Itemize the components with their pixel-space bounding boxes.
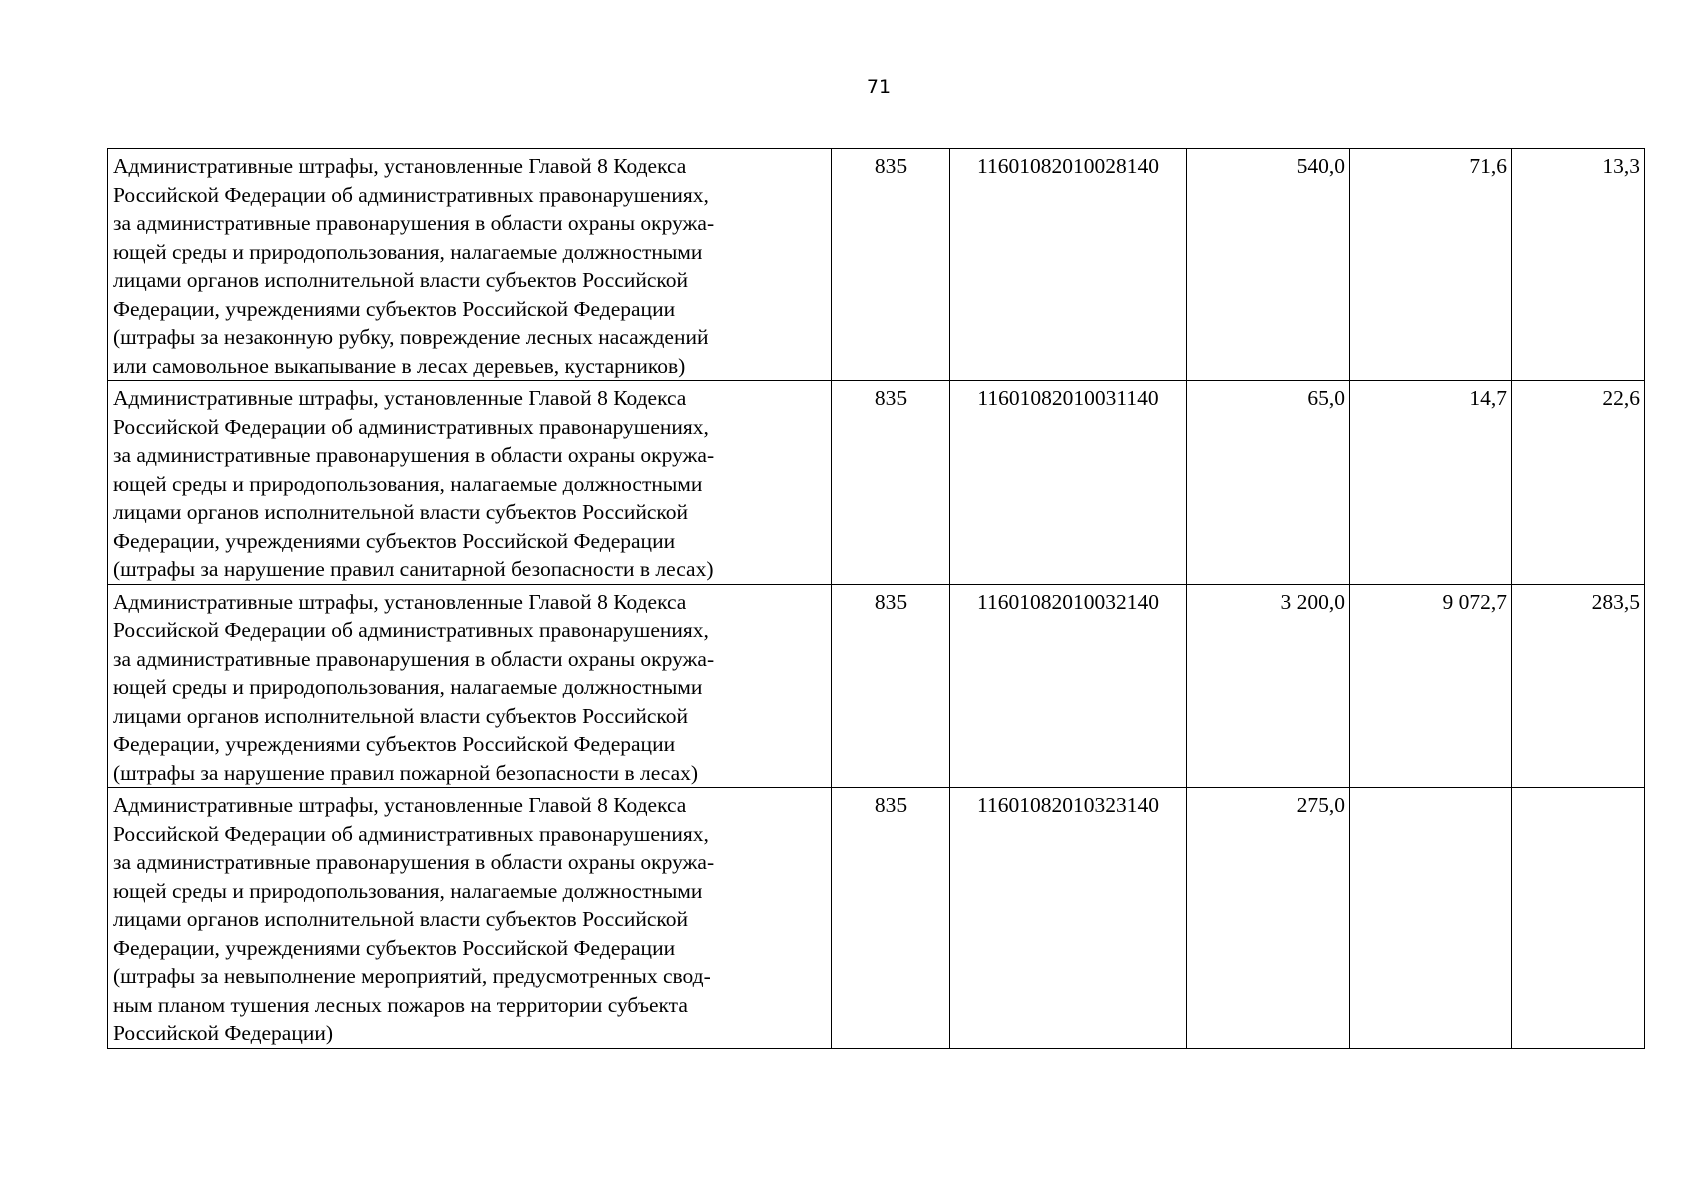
- fine-description-cell: [108, 149, 832, 381]
- description-line: (штрафы за незаконную рубку, повреждение лесных насаждений: [113, 325, 709, 349]
- table-row: [108, 149, 1645, 381]
- kbk-code-cell: 11601082010323140: [950, 788, 1187, 1049]
- description-line: Федерации, учреждениями субъектов Российской Федерации: [113, 732, 676, 756]
- fine-description-cell: [108, 381, 832, 585]
- table-row: [108, 788, 1645, 1049]
- description-line: или самовольное выкапывание в лесах деревьев, кустарников): [113, 353, 686, 378]
- description-line: Российской Федерации об административных правонарушениях,: [113, 821, 709, 846]
- value-1-cell: 3 200,0: [1187, 584, 1350, 788]
- value-3-cell: 22,6: [1512, 381, 1645, 585]
- value-2-cell: 71,6: [1350, 149, 1512, 381]
- value-1-cell: 275,0: [1187, 788, 1350, 1049]
- description-line: ющей среды и природопользования, налагаемые должностными: [113, 675, 703, 699]
- description-line: (штрафы за нарушение правил санитарной безопасности в лесах): [113, 557, 714, 581]
- description-line: ющей среды и природопользования, налагаемые должностными: [113, 471, 703, 496]
- fine-description-cell: [108, 788, 832, 1049]
- admin-code-cell: 835: [832, 149, 950, 381]
- value-3-cell: 283,5: [1512, 584, 1645, 788]
- description-line: Административные штрафы, установленные Главой 8 Кодекса: [113, 386, 687, 410]
- description-line: (штрафы за нарушение правил пожарной безопасности в лесах): [113, 760, 699, 785]
- value-2-cell: 14,7: [1350, 381, 1512, 585]
- description-line: Российской Федерации об административных правонарушениях,: [113, 414, 709, 439]
- description-line: за административные правонарушения в области охраны окружа-: [113, 443, 715, 467]
- table-row: [108, 584, 1645, 788]
- description-line: Административные штрафы, установленные Главой 8 Кодекса: [113, 589, 687, 614]
- value-2-cell: [1350, 788, 1512, 1049]
- value-3-cell: [1512, 788, 1645, 1049]
- description-line: Федерации, учреждениями субъектов Российской Федерации: [113, 528, 676, 553]
- description-line: лицами органов исполнительной власти субъектов Российской: [113, 500, 689, 524]
- description-line: Федерации, учреждениями субъектов Российской Федерации: [113, 296, 676, 321]
- fines-table: [107, 148, 1645, 1049]
- description-line: за административные правонарушения в области охраны окружа-: [113, 646, 715, 671]
- description-line: Российской Федерации об административных правонарушениях,: [113, 182, 709, 207]
- admin-code-cell: 835: [832, 381, 950, 585]
- kbk-code-cell: 11601082010028140: [950, 149, 1187, 381]
- value-2-cell: 9 072,7: [1350, 584, 1512, 788]
- description-line: (штрафы за невыполнение мероприятий, предусмотренных свод-: [113, 964, 711, 988]
- description-line: за административные правонарушения в области охраны окружа-: [113, 850, 715, 874]
- value-1-cell: 65,0: [1187, 381, 1350, 585]
- description-line: Административные штрафы, установленные Главой 8 Кодекса: [113, 793, 687, 817]
- description-line: ным планом тушения лесных пожаров на территории субъекта: [113, 992, 688, 1017]
- page-number: 71: [866, 76, 892, 98]
- description-line: ющей среды и природопользования, налагаемые должностными: [113, 239, 703, 264]
- description-line: Федерации, учреждениями субъектов Российской Федерации: [113, 935, 676, 960]
- description-line: ющей среды и природопользования, налагаемые должностными: [113, 878, 703, 903]
- description-line: лицами органов исполнительной власти субъектов Российской: [113, 907, 689, 931]
- description-line: лицами органов исполнительной власти субъектов Российской: [113, 268, 689, 292]
- admin-code-cell: 835: [832, 584, 950, 788]
- description-line: Российской Федерации): [113, 1021, 334, 1045]
- description-line: Российской Федерации об административных правонарушениях,: [113, 618, 709, 642]
- description-line: лицами органов исполнительной власти субъектов Российской: [113, 703, 689, 728]
- table-row: [108, 381, 1645, 585]
- fine-description-cell: [108, 584, 832, 788]
- description-line: Административные штрафы, установленные Главой 8 Кодекса: [113, 154, 687, 178]
- kbk-code-cell: 11601082010031140: [950, 381, 1187, 585]
- value-1-cell: 540,0: [1187, 149, 1350, 381]
- description-line: за административные правонарушения в области охраны окружа-: [113, 211, 715, 235]
- kbk-code-cell: 11601082010032140: [950, 584, 1187, 788]
- admin-code-cell: 835: [832, 788, 950, 1049]
- value-3-cell: 13,3: [1512, 149, 1645, 381]
